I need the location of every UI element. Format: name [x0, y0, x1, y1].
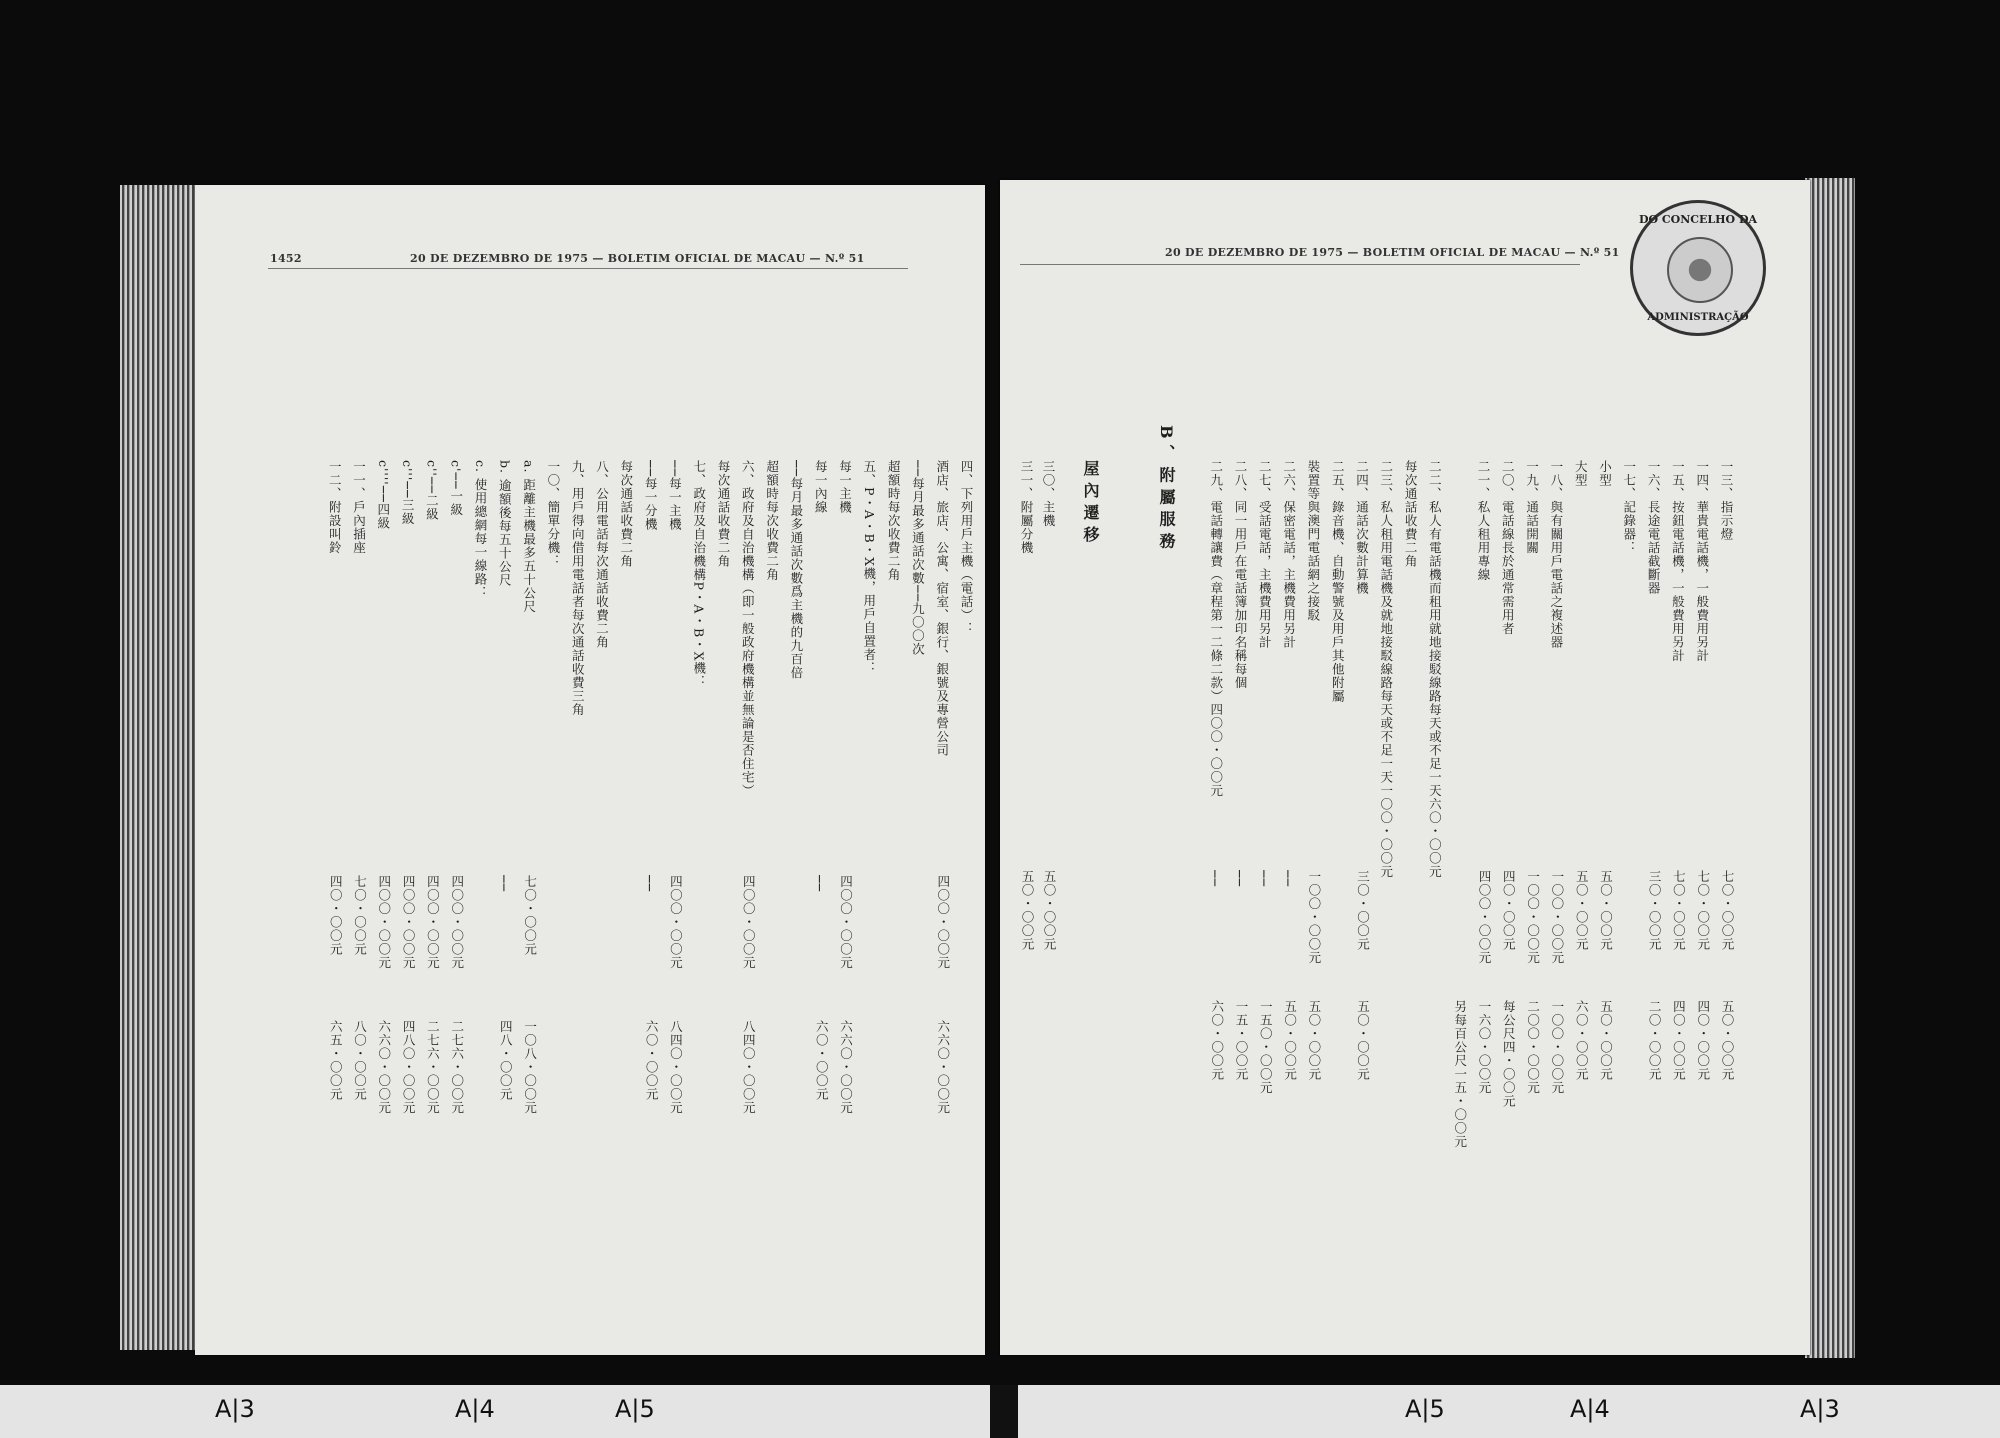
tariff-line	[545, 460, 561, 568]
tariff-amount-2: 八四〇・〇〇元	[741, 1020, 757, 1115]
tariff-line	[351, 460, 367, 555]
administration-stamp	[1630, 200, 1766, 336]
tariff-amount-1: 四〇〇・〇〇元	[741, 875, 757, 970]
item-label: 三一、附屬分機	[1019, 460, 1034, 555]
tariff-label: 大型	[1573, 460, 1589, 487]
film-mark-1: A|3	[215, 1395, 255, 1423]
tariff-line	[934, 460, 950, 757]
tariff-line	[1572, 460, 1588, 487]
tariff-amount-2: 六〇・〇〇元	[1574, 1000, 1590, 1081]
tariff-amount-2: 八四〇・〇〇元	[668, 1020, 684, 1115]
tariff-amount-1: 七〇・〇〇元	[1720, 870, 1735, 951]
tariff-label: 二七、受話電話，主機費用另計	[1257, 460, 1273, 649]
tariff-label: 超額時每次收費二角	[764, 460, 780, 582]
tariff-line	[1475, 460, 1491, 582]
tariff-line	[1402, 460, 1418, 568]
tariff-amount-1: ──	[1232, 870, 1247, 888]
tariff-line	[326, 460, 342, 555]
tariff-amount-2: 五〇・〇〇元	[1598, 1000, 1614, 1081]
item-label: 三〇、主機	[1041, 460, 1056, 528]
tariff-label: b. 逾額後每五十公尺	[497, 460, 513, 587]
tariff-line	[1426, 460, 1442, 879]
tariff-amount-2: 八〇・〇〇元	[352, 1020, 368, 1101]
tariff-line	[861, 460, 877, 675]
tariff-label: ──每月最多通話次數爲主機的九百倍	[788, 460, 804, 680]
tariff-amount-1: 三〇・〇〇元	[1647, 870, 1663, 951]
tariff-amount-2: 六〇・〇〇元	[644, 1020, 660, 1101]
tariff-label: 二八、同一用戶在電話簿加印名稱每個	[1233, 460, 1248, 690]
tariff-amount-2: 每公尺四・〇〇元	[1501, 1000, 1517, 1108]
tariff-line	[909, 460, 925, 656]
left-page	[195, 185, 985, 1355]
tariff-line	[666, 460, 682, 531]
tariff-line	[1694, 460, 1710, 663]
tariff-line	[958, 460, 974, 636]
right-running-title: 20 DE DEZEMBRO DE 1975 — BOLETIM OFICIAL DE MACAU — N.º 51	[1165, 246, 1620, 259]
tariff-amount-2: 二七六・〇〇元	[425, 1020, 441, 1115]
tariff-label: 六、政府及自治機構（即一般政府機構並無論是否住宅）	[740, 460, 756, 798]
tariff-amount-2: 二〇〇・〇〇元	[1525, 1000, 1541, 1095]
stamp-emblem-icon	[1667, 237, 1733, 303]
tariff-label: 五、P・A・B・X機，用戶自置者：	[861, 460, 877, 676]
tariff-amount-2: 一六〇・〇〇元	[1477, 1000, 1492, 1095]
tariff-label: ──每一分機	[643, 460, 659, 532]
tariff-line	[521, 460, 537, 613]
tariff-label: 二〇、電話線長於通常需用者	[1500, 460, 1516, 636]
tariff-amount-1: 四〇〇・〇〇元	[401, 875, 417, 970]
tariff-amount-1: ──	[1207, 870, 1223, 888]
tariff-label: c'''──三級	[400, 460, 416, 526]
tariff-line	[788, 460, 804, 680]
tariff-amount-1: 五〇・〇〇元	[1574, 870, 1590, 951]
tariff-line	[375, 460, 391, 530]
tariff-line	[1621, 460, 1637, 555]
tariff-line	[1354, 460, 1370, 595]
tariff-label: 二六、保密電話，主機費用另計	[1281, 460, 1297, 649]
section-b-item-2	[1018, 460, 1034, 555]
tariff-amount-1: 四〇〇・〇〇元	[376, 875, 392, 970]
tariff-label: 小型	[1597, 460, 1613, 487]
book-spine	[990, 1385, 1018, 1438]
film-mark-6: A|3	[1800, 1395, 1840, 1423]
tariff-amount-2: 四〇・〇〇元	[1695, 1000, 1711, 1081]
tariff-line	[618, 460, 634, 568]
film-mark-5: A|4	[1570, 1395, 1610, 1423]
tariff-label: 二四、通話次數計算機	[1354, 460, 1370, 595]
tariff-label: 每次通話收費二角	[618, 460, 634, 568]
tariff-label: 每次通話收費二角	[716, 460, 731, 568]
tariff-amount-2: 另每百公尺一五・〇〇元	[1452, 1000, 1468, 1149]
section-b-item-2-amount: 五〇・〇〇元	[1020, 870, 1035, 951]
tariff-amount-1: 五〇・〇〇元	[1598, 870, 1614, 951]
section-b-subheading: 屋內遷移	[1081, 460, 1100, 548]
stamp-text-top: DO CONCELHO DA	[1638, 213, 1758, 226]
tariff-amount-2: 六六〇・〇〇元	[376, 1020, 392, 1115]
tariff-label: ──每月最多通話次數──九〇〇次	[910, 460, 926, 657]
tariff-amount-1: 四〇〇・〇〇元	[1477, 870, 1492, 965]
tariff-line	[1256, 460, 1272, 649]
tariff-amount-2: 一〇〇・〇〇元	[1549, 1000, 1565, 1095]
tariff-amount-2: 二七六・〇〇元	[449, 1020, 465, 1115]
tariff-line	[569, 460, 585, 717]
film-mark-2: A|4	[455, 1395, 495, 1423]
tariff-label: 八、公用電話每次通話收費二角	[594, 460, 610, 649]
film-mark-4: A|5	[1405, 1395, 1445, 1423]
tariff-amount-1: 四〇〇・〇〇元	[425, 875, 441, 970]
tariff-line	[448, 460, 464, 517]
tariff-line	[1281, 460, 1297, 649]
tariff-amount-2: 六六〇・〇〇元	[838, 1020, 854, 1115]
tariff-label: 酒店、旅店、公寓、宿室、銀行、銀號及專營公司	[934, 460, 950, 757]
tariff-line	[1524, 460, 1540, 555]
right-page-edge	[1805, 178, 1855, 1358]
tariff-amount-2: 五〇・〇〇元	[1355, 1000, 1371, 1081]
tariff-label: 裝置等與澳門電話網之接駁	[1305, 460, 1321, 622]
tariff-label: 一七、記錄器：	[1621, 460, 1637, 555]
left-page-number: 1452	[270, 252, 302, 265]
tariff-line	[1597, 460, 1613, 487]
tariff-line	[691, 460, 707, 689]
left-header-rule	[268, 268, 908, 269]
tariff-amount-1: 一〇〇・〇〇元	[1306, 870, 1322, 965]
section-b-item-1-amount: 五〇・〇〇元	[1042, 870, 1057, 951]
tariff-label: 一八、與有關用戶電話之複述器	[1548, 460, 1564, 649]
tariff-label: 二五、錄音機、自動警號及用戶其他附屬	[1330, 460, 1346, 703]
tariff-label: 每一內線	[813, 460, 829, 514]
tariff-line	[739, 460, 755, 798]
tariff-line	[837, 460, 853, 514]
tariff-label: a. 距離主機最多五十公尺	[521, 460, 537, 614]
tariff-amount-2: 五〇・〇〇元	[1720, 1000, 1735, 1081]
tariff-label: 九、用戶得向借用電話者每次通話收費三角	[570, 460, 586, 717]
stamp-text-bottom: ADMINISTRAÇÃO	[1647, 312, 1749, 323]
tariff-line	[1499, 460, 1515, 636]
tariff-line	[1232, 460, 1248, 690]
tariff-label: 七、政府及自治機構P・A・B・X機：	[691, 460, 707, 689]
section-b-heading: B、附屬服務	[1157, 425, 1176, 555]
tariff-line	[1548, 460, 1564, 649]
tariff-label: 一九、通話開關	[1524, 460, 1540, 555]
tariff-line	[642, 460, 658, 531]
tariff-amount-2: 一五〇・〇〇元	[1258, 1000, 1274, 1095]
tariff-amount-1: 七〇・〇〇元	[1695, 870, 1711, 951]
tariff-amount-2: 一五・〇〇元	[1234, 1000, 1249, 1081]
tariff-label: 一二、附設叫鈴	[327, 460, 343, 555]
tariff-label: 一四、華貴電話機，一般費用另計	[1694, 460, 1710, 663]
tariff-line	[812, 460, 828, 514]
tariff-amount-1: 一〇〇・〇〇元	[1525, 870, 1541, 965]
right-header-rule	[1020, 264, 1580, 265]
tariff-line	[496, 460, 512, 587]
tariff-line	[1669, 460, 1685, 663]
tariff-amount-1: ──	[642, 875, 658, 893]
tariff-amount-2: 一〇八・〇〇元	[522, 1020, 538, 1115]
tariff-amount-1: 一〇〇・〇〇元	[1549, 870, 1565, 965]
tariff-line	[1378, 460, 1394, 879]
film-mark-3: A|5	[615, 1395, 655, 1423]
tariff-label: 一三、指示燈	[1719, 460, 1734, 541]
tariff-amount-1: 四〇〇・〇〇元	[449, 875, 465, 970]
tariff-label: ──每一主機	[667, 460, 683, 532]
tariff-amount-1: ──	[812, 875, 828, 893]
tariff-line	[1208, 460, 1224, 798]
tariff-amount-2: 六五・〇〇元	[328, 1020, 344, 1101]
tariff-label: 每一主機	[837, 460, 853, 514]
section-b-item-1	[1040, 460, 1056, 528]
tariff-amount-2: 六〇・〇〇元	[814, 1020, 830, 1101]
tariff-label: 每次通話收費二角	[1403, 460, 1419, 568]
tariff-label: c'──一級	[448, 460, 464, 517]
tariff-label: 二九、電話轉讓費（章程第一二條二款）四〇〇・〇〇元	[1208, 460, 1224, 798]
tariff-line	[1329, 460, 1345, 703]
tariff-label: 一〇、簡單分機：	[545, 460, 561, 568]
tariff-line	[1718, 460, 1734, 541]
tariff-line	[1305, 460, 1321, 622]
left-page-edge	[120, 185, 198, 1350]
tariff-line	[715, 460, 731, 568]
tariff-line	[423, 460, 439, 521]
tariff-amount-1: 四〇〇・〇〇元	[668, 875, 684, 970]
tariff-amount-1: 四〇・〇〇元	[328, 875, 344, 956]
tariff-amount-1: 七〇・〇〇元	[352, 875, 368, 956]
tariff-label: 二一、私人租用專線	[1476, 460, 1491, 582]
left-running-title: 20 DE DEZEMBRO DE 1975 — BOLETIM OFICIAL DE MACAU — N.º 51	[410, 252, 865, 265]
tariff-label: c''──二級	[424, 460, 440, 521]
tariff-label: 超額時每次收費二角	[886, 460, 902, 582]
tariff-line	[399, 460, 415, 525]
tariff-line	[764, 460, 780, 582]
tariff-amount-2: 五〇・〇〇元	[1282, 1000, 1298, 1081]
tariff-line	[472, 460, 488, 599]
tariff-amount-1: 七〇・〇〇元	[1671, 870, 1687, 951]
right-page	[1000, 180, 1810, 1355]
tariff-amount-2: 四八・〇〇元	[498, 1020, 514, 1101]
tariff-amount-1: 四〇・〇〇元	[1501, 870, 1517, 951]
tariff-label: 二三、私人租用電話機及就地接駁線路每天或不足一天一〇〇・〇〇元	[1378, 460, 1394, 879]
tariff-line	[885, 460, 901, 582]
tariff-label: c. 使用總網每一線路：	[473, 460, 488, 600]
tariff-label: c''''──四級	[375, 460, 391, 530]
tariff-amount-1: ──	[1256, 870, 1272, 888]
tariff-amount-2: 四八〇・〇〇元	[401, 1020, 417, 1115]
tariff-amount-1: 四〇〇・〇〇元	[935, 875, 951, 970]
tariff-amount-1: 七〇・〇〇元	[522, 875, 538, 956]
tariff-amount-1: ──	[1280, 870, 1296, 888]
tariff-amount-2: 六六〇・〇〇元	[935, 1020, 951, 1115]
tariff-label: 二二、私人有電話機而租用就地接駁線路每天或不足一天六〇・〇〇元	[1427, 460, 1443, 879]
tariff-label: 一一、戶內插座	[351, 460, 367, 555]
tariff-amount-2: 二〇・〇〇元	[1647, 1000, 1663, 1081]
tariff-amount-2: 四〇・〇〇元	[1671, 1000, 1687, 1081]
tariff-amount-1: 三〇・〇〇元	[1355, 870, 1371, 951]
tariff-amount-2: 六〇・〇〇元	[1209, 1000, 1225, 1081]
tariff-label: 一六、長途電話截斷器	[1646, 460, 1662, 595]
tariff-label: 四、下列用戶主機（電話）：	[959, 460, 974, 636]
tariff-amount-1: ──	[496, 875, 512, 893]
tariff-amount-2: 五〇・〇〇元	[1306, 1000, 1322, 1081]
tariff-amount-1: 四〇〇・〇〇元	[838, 875, 854, 970]
tariff-label: 一五、按鈕電話機，一般費用另計	[1670, 460, 1686, 663]
tariff-line	[1645, 460, 1661, 595]
tariff-line	[594, 460, 610, 649]
